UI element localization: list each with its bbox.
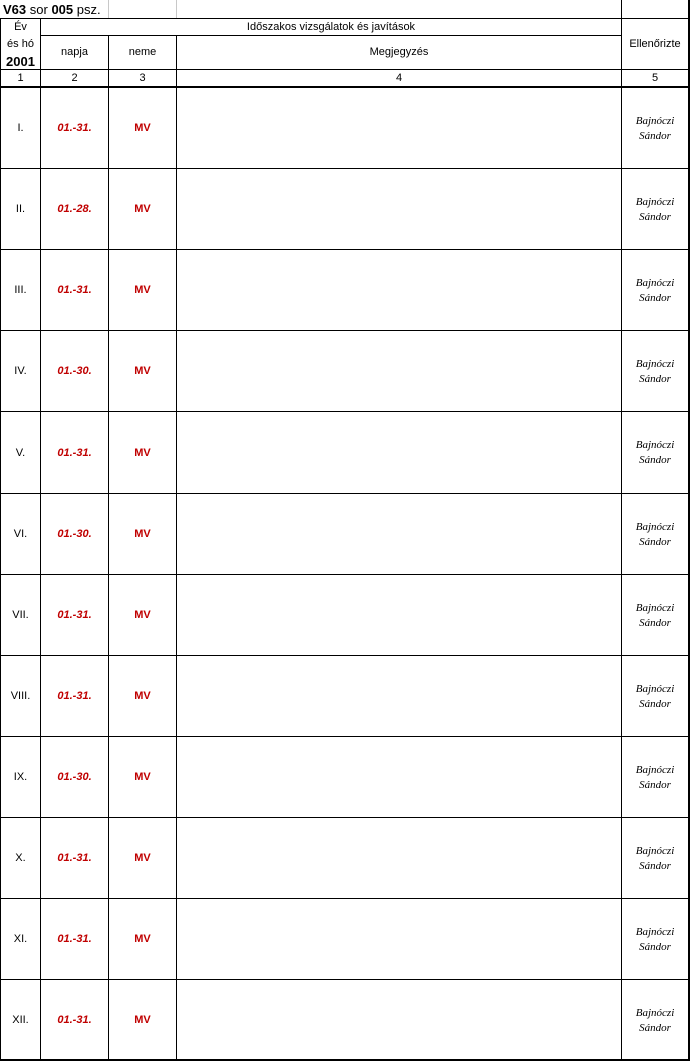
month-cell: XII.: [12, 1014, 29, 1026]
column-divider: [621, 86, 622, 1061]
month-cell: I.: [17, 122, 24, 134]
note-cell: [177, 494, 621, 575]
signature-given-name: Sándor: [639, 859, 671, 872]
kind-cell: MV: [134, 933, 151, 945]
signature-cell: [622, 88, 688, 169]
date-cell: 01.-31.: [57, 284, 92, 296]
signature-surname: Bajnóczi: [635, 844, 675, 857]
signature-given-name: Sándor: [639, 778, 671, 791]
note-cell: [177, 88, 621, 169]
signature-surname: Bajnóczi: [635, 601, 675, 614]
kind-cell: MV: [134, 446, 151, 459]
signature-cell: [622, 656, 688, 737]
kind-cell: MV: [134, 1014, 151, 1026]
signature-cell: [622, 980, 688, 1061]
napja-header: napja: [61, 46, 88, 58]
signature-surname: Bajnóczi: [635, 520, 675, 533]
signature-cell: [622, 737, 688, 818]
kind-cell: MV: [134, 284, 151, 296]
month-cell: XI.: [13, 933, 28, 945]
month-cell: III.: [14, 284, 27, 296]
col-number-4: 4: [395, 71, 403, 84]
note-cell: [177, 656, 621, 737]
signature-surname: Bajnóczi: [635, 682, 675, 695]
note-cell: [177, 980, 621, 1061]
signature-cell: [622, 412, 688, 494]
signature-given-name: Sándor: [639, 372, 671, 385]
date-cell: 01.-31.: [57, 1014, 92, 1026]
signature-cell: [622, 331, 688, 412]
column-divider: [108, 86, 109, 1061]
date-cell: 01.-31.: [57, 852, 92, 864]
date-cell: 01.-31.: [57, 690, 92, 702]
year-value: 2001: [6, 53, 35, 69]
kind-cell: MV: [134, 365, 151, 377]
col-number-3: 3: [139, 71, 146, 84]
group-title: Időszakos vizsgálatok és javítások: [246, 21, 416, 33]
month-cell: IX.: [13, 771, 28, 783]
ellenorizte-header: Ellenőrizte: [629, 37, 681, 50]
signature-given-name: Sándor: [639, 697, 671, 710]
neme-header: neme: [128, 46, 157, 58]
col-number-2: 2: [71, 71, 78, 84]
month-cell: VIII.: [10, 690, 31, 702]
kind-cell: MV: [134, 528, 151, 540]
date-cell: 01.-30.: [57, 771, 92, 783]
col-number-1: 1: [17, 71, 24, 84]
date-cell: 01.-28.: [57, 203, 92, 215]
date-cell: 01.-30.: [57, 365, 92, 377]
ev-label: Év: [14, 21, 27, 33]
signature-surname: Bajnóczi: [635, 357, 675, 370]
date-cell: 01.-31.: [57, 122, 92, 134]
month-cell: X.: [15, 852, 26, 864]
signature-cell: [622, 494, 688, 575]
signature-cell: [622, 818, 688, 899]
col-number-5: 5: [651, 71, 659, 84]
note-cell: [177, 575, 621, 656]
sor-label: sor: [29, 1, 48, 17]
signature-surname: Bajnóczi: [635, 195, 675, 208]
signature-cell: [622, 250, 688, 331]
signature-surname: Bajnóczi: [635, 763, 675, 776]
kind-cell: MV: [134, 609, 151, 621]
signature-given-name: Sándor: [639, 940, 671, 953]
note-cell: [177, 818, 621, 899]
es-ho-label: és hó: [7, 38, 34, 50]
date-cell: 01.-31.: [57, 446, 92, 459]
signature-given-name: Sándor: [639, 616, 671, 629]
month-cell: VI.: [13, 528, 28, 540]
signature-surname: Bajnóczi: [635, 439, 675, 451]
signature-given-name: Sándor: [639, 535, 671, 548]
kind-cell: MV: [134, 852, 151, 864]
month-cell: II.: [15, 203, 26, 215]
psz-label: psz.: [76, 1, 101, 17]
note-cell: [177, 737, 621, 818]
signature-cell: [622, 169, 688, 250]
signature-given-name: Sándor: [639, 454, 671, 466]
signature-given-name: Sándor: [639, 1021, 671, 1034]
column-divider: [40, 86, 41, 1061]
note-cell: [177, 169, 621, 250]
signature-cell: [622, 575, 688, 656]
kind-cell: MV: [134, 203, 151, 215]
note-cell: [177, 899, 621, 980]
signature-cell: [622, 899, 688, 980]
kind-cell: MV: [134, 771, 151, 783]
date-cell: 01.-31.: [57, 609, 92, 621]
sheet-title: [0, 0, 108, 18]
column-divider: [0, 86, 1, 1061]
month-cell: V.: [15, 446, 26, 459]
signature-surname: Bajnóczi: [635, 276, 675, 289]
signature-given-name: Sándor: [639, 210, 671, 223]
note-cell: [177, 331, 621, 412]
note-cell: [177, 412, 621, 494]
date-cell: 01.-31.: [57, 933, 92, 945]
signature-given-name: Sándor: [639, 129, 671, 142]
megjegyzes-header: Megjegyzés: [369, 46, 429, 58]
signature-surname: Bajnóczi: [635, 925, 675, 938]
month-cell: VII.: [12, 609, 29, 621]
signature-surname: Bajnóczi: [635, 114, 675, 127]
date-cell: 01.-30.: [57, 528, 92, 540]
kind-cell: MV: [134, 122, 151, 134]
kind-cell: MV: [134, 690, 151, 702]
note-cell: [177, 250, 621, 331]
column-divider: [176, 86, 177, 1061]
vehicle-number: 005: [51, 1, 74, 17]
signature-given-name: Sándor: [639, 291, 671, 304]
vehicle-code: V63: [3, 1, 27, 17]
signature-surname: Bajnóczi: [635, 1006, 675, 1019]
month-cell: IV.: [14, 365, 27, 377]
